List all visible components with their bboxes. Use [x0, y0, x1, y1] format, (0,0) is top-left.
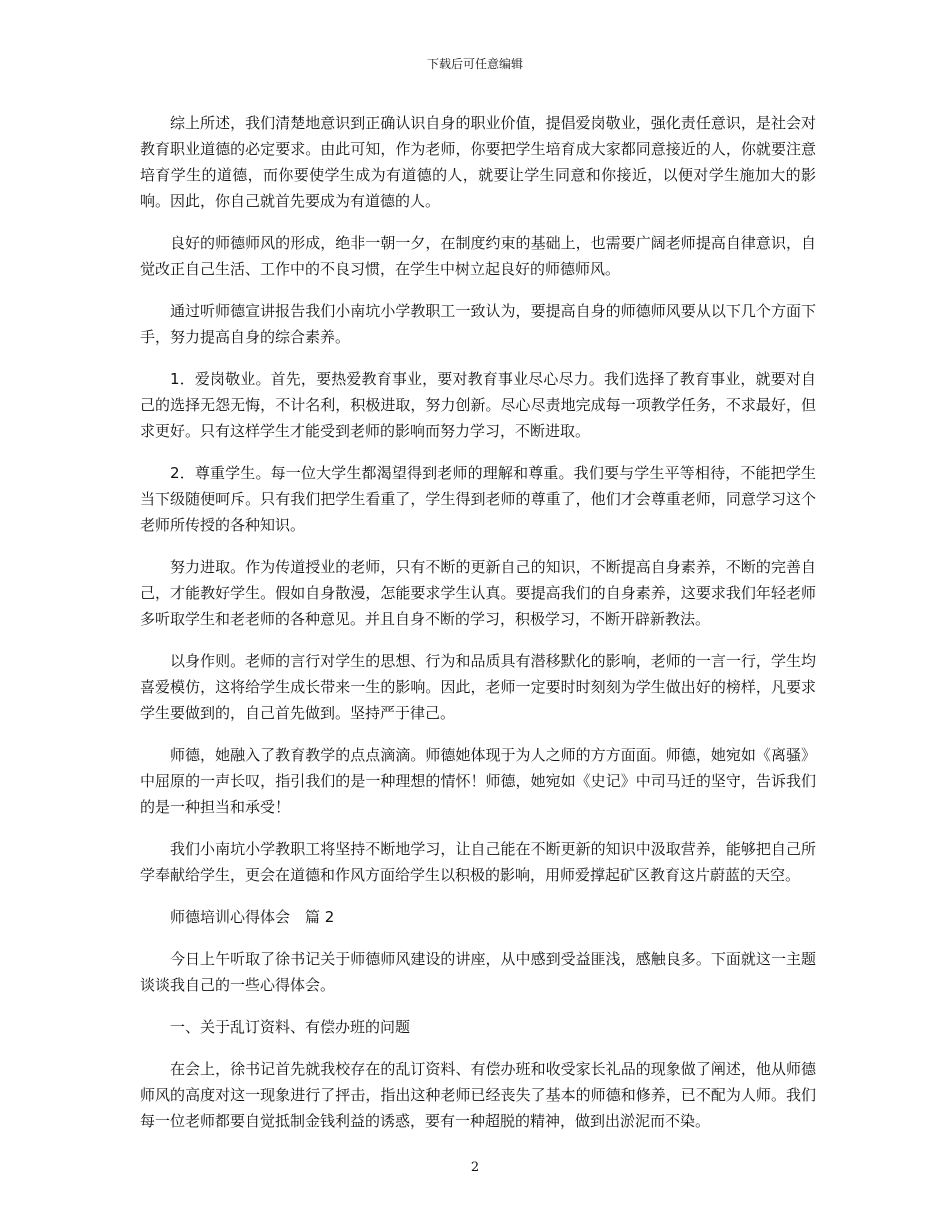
paragraph: 1．爱岗敬业。首先，要热爱教育事业，要对教育事业尽心尽力。我们选择了教育事业，就要对自己的选择无怨无悔，不计名利，积极进取，努力创新。尽心尽责地完成每一项教学任务，不求最好，但求更好。只有这样学生才能受到老师的影响而努力学习，不断进取。 [140, 370, 816, 440]
paragraph: 在会上，徐书记首先就我校存在的乱订资料、有偿办班和收受家长礼品的现象做了阐述，他从师德师风的高度对这一现象进行了抨击，指出这种老师已经丧失了基本的师德和修养，已不配为人师。我们每一位老师都要自觉抵制金钱利益的诱惑，要有一种超脱的精神，做到出淤泥而不染。 [140, 1060, 816, 1130]
paragraph: 努力进取。作为传道授业的老师，只有不断的更新自己的知识，不断提高自身素养，不断的完善自己，才能教好学生。假如自身散漫，怎能要求学生认真。要提高我们的自身素养，这要求我们年轻老师多听取学生和老老师的各种意见。并且自身不断的学习，积极学习，不断开辟新教法。 [140, 558, 816, 628]
subheading: 一、关于乱订资料、有偿办班的问题 [170, 1018, 411, 1036]
paragraph: 通过听师德宣讲报告我们小南坑小学教职工一致认为，要提高自身的师德师风要从以下几个方面下手，努力提高自身的综合素养。 [140, 302, 816, 346]
paragraph: 师德，她融入了教育教学的点点滴滴。师德她体现于为人之师的方方面面。师德，她宛如《离骚》中屈原的一声长叹，指引我们的是一种理想的情怀！师德，她宛如《史记》中司马迁的坚守，告诉我们的是一种担当和承受！ [140, 746, 816, 816]
page-header-note: 下载后可任意编辑 [426, 57, 523, 71]
paragraph: 综上所述，我们清楚地意识到正确认识自身的职业价值，提倡爱岗敬业，强化责任意识，是社会对教育职业道德的必定要求。由此可知，作为老师，你要把学生培育成大家都同意接近的人，你就要注意培育学生的道德，而你要使学生成为有道德的人，就要让学生同意和你接近，以便对学生施加大的影响。因此，你自己就首先要成为有道德的人。 [140, 114, 816, 210]
paragraph: 2．尊重学生。每一位大学生都渴望得到老师的理解和尊重。我们要与学生平等相待，不能把学生当下级随便呵斥。只有我们把学生看重了，学生得到老师的尊重了，他们才会尊重老师，同意学习这个老师所传授的各种知识。 [140, 464, 816, 534]
section-title: 师德培训心得体会 篇 2 [170, 908, 335, 926]
paragraph: 我们小南坑小学教职工将坚持不断地学习，让自己能在不断更新的知识中汲取营养，能够把自己所学奉献给学生，更会在道德和作风方面给学生以积极的影响，用师爱撑起矿区教育这片蔚蓝的天空。 [140, 840, 816, 884]
paragraph: 良好的师德师风的形成，绝非一朝一夕，在制度约束的基础上，也需要广阔老师提高自律意识，自觉改正自己生活、工作中的不良习惯，在学生中树立起良好的师德师风。 [140, 234, 816, 278]
page-number: 2 [470, 1160, 480, 1175]
document-body [140, 110, 816, 1150]
paragraph: 以身作则。老师的言行对学生的思想、行为和品质具有潜移默化的影响，老师的一言一行，学生均喜爱模仿，这将给学生成长带来一生的影响。因此，老师一定要时时刻刻为学生做出好的榜样，凡要求学生要做到的，自己首先做到。坚持严于律己。 [140, 652, 816, 722]
intro-paragraph: 今日上午听取了徐书记关于师德师风建设的讲座，从中感到受益匪浅，感触良多。下面就这一主题谈谈我自己的一些心得体会。 [140, 950, 816, 994]
